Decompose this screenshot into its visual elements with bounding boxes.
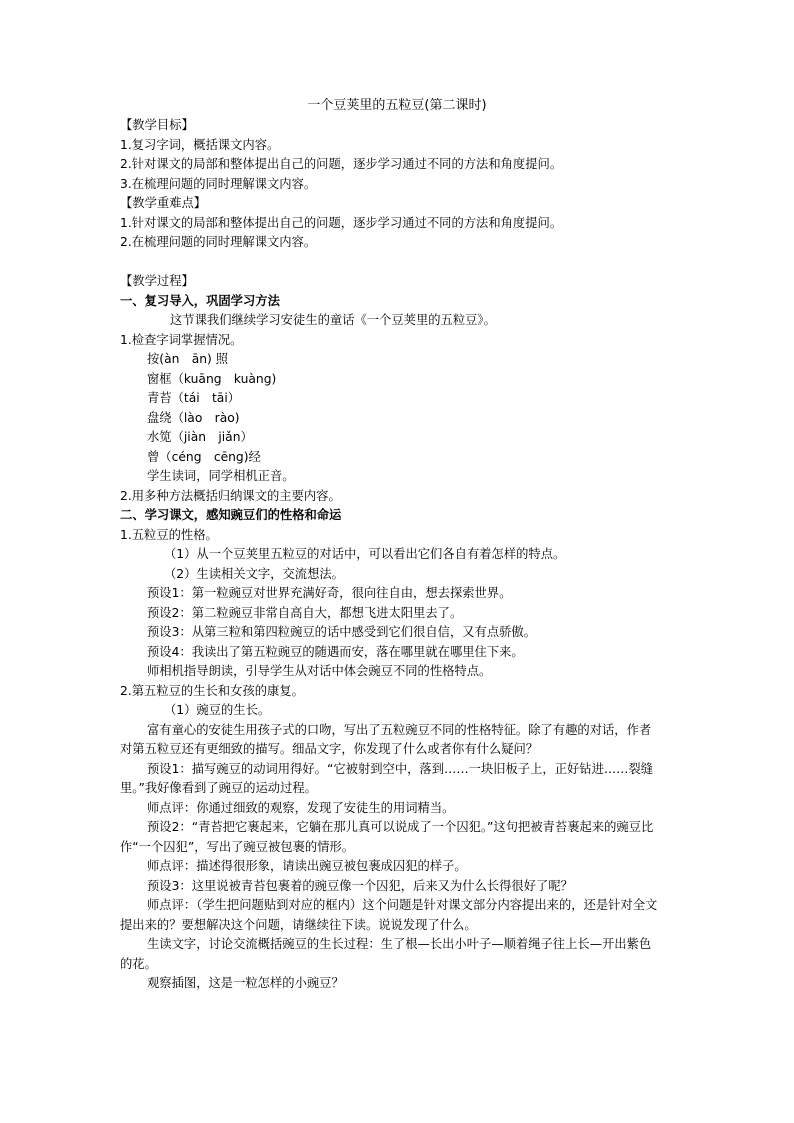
text-line: 预设4：我读出了第五粒豌豆的随遇而安，落在哪里就在哪里住下来。	[147, 644, 524, 659]
text-line: 盘绕（lào rào)	[147, 410, 240, 425]
text-line: 青苔（tái tāi）	[147, 391, 241, 405]
section-heading: 二、学习课文，感知豌豆们的性格和命运	[120, 508, 342, 522]
text-line: 师相机指导朗读，引导学生从对话中体会豌豆不同的性格特点。	[147, 664, 492, 678]
text-line: 1.复习字词，概括课文内容。	[120, 137, 280, 152]
text-line: （1）从一个豆荚里五粒豆的对话中，可以看出它们各自有着怎样的特点。	[164, 547, 566, 561]
text-line: 预设2：“青苔把它裹起来，它躺在那儿真可以说成了一个囚犯。”这句把被青苔裹起来的豌豆比作“一个囚犯”，写出了豌豆被包裹的情形。	[120, 820, 654, 854]
text-line: 师点评：你通过细致的观察，发现了安徒生的用词精当。	[147, 800, 455, 815]
text-line: 预设2：第二粒豌豆非常自高自大，都想飞进太阳里去了。	[147, 605, 463, 620]
text-line: 1.检查字词掌握情况。	[120, 332, 243, 347]
text-line: 【教学过程】	[120, 274, 194, 288]
text-line: 预设1：描写豌豆的动词用得好。“它被射到空中，落到……一块旧板子上，正好钻进……裂缝里。”我好像看到了豌豆的运动过程。	[120, 761, 654, 795]
text-line: 预设1：第一粒豌豆对世界充满好奇，很向往自由，想去探索世界。	[147, 586, 512, 600]
text-line: 曾（céng cēng)经	[147, 449, 261, 464]
text-line: 1.针对课文的局部和整体提出自己的问题，逐步学习通过不同的方法和角度提问。	[120, 215, 563, 230]
text-line: 【教学目标】	[120, 118, 194, 132]
text-line: 【教学重难点】	[120, 196, 207, 210]
text-line: 按(àn ān) 照	[147, 352, 229, 366]
text-line: 这节课我们继续学习安徒生的童话《一个豆荚里的五粒豆》。	[170, 313, 496, 327]
section-heading: 一、复习导入，巩固学习方法	[120, 293, 280, 308]
text-line: 学生读词，同学相机正音。	[147, 469, 295, 483]
text-line: 2.在梳理问题的同时理解课文内容。	[120, 235, 317, 249]
text-line: （1）豌豆的生长。	[164, 703, 271, 717]
text-line: 师点评：（学生把问题贴到对应的框内）这个问题是针对课文部分内容提出来的，还是针对全文提出来的？要想解决这个问题，请继续往下读。说说发现了什么。	[120, 898, 658, 932]
text-line: 2.针对课文的局部和整体提出自己的问题，逐步学习通过不同的方法和角度提问。	[120, 157, 563, 171]
page-title: 一个豆荚里的五粒豆(第二课时)	[307, 98, 487, 113]
text-line: 预设3：这里说被青苔包裹着的豌豆像一个囚犯，后来又为什么长得很好了呢？	[147, 878, 573, 893]
text-line: 2.第五粒豆的生长和女孩的康复。	[120, 683, 304, 698]
text-line: 师点评：描述得很形象，请读出豌豆被包裹成囚犯的样子。	[147, 859, 467, 873]
document-body	[120, 116, 660, 994]
text-line: 窗框（kuāng kuàng)	[147, 371, 277, 386]
text-line: 3.在梳理问题的同时理解课文内容。	[120, 176, 317, 191]
blank-line	[120, 253, 660, 273]
text-line: 观察插图，这是一粒怎样的小豌豆？	[147, 976, 344, 990]
text-line: 富有童心的安徒生用孩子式的口吻，写出了五粒豌豆不同的性格特征。除了有趣的对话，作者对第五粒豆还有更细致的描写。细品文字，你发现了什么或者你有什么疑问？	[120, 722, 652, 756]
text-line: 1.五粒豆的性格。	[120, 527, 218, 542]
text-line: （2）生读相关文字，交流想法。	[164, 566, 344, 581]
text-line: 预设3：从第三粒和第四粒豌豆的话中感受到它们很自信，又有点骄傲。	[147, 625, 537, 639]
text-line: 2.用多种方法概括归纳课文的主要内容。	[120, 488, 341, 503]
text-line: 水笕（jiàn jiǎn）	[147, 430, 253, 444]
text-line: 生读文字，讨论交流概括豌豆的生长过程：生了根—长出小叶子—顺着绳子往上长—开出紫色的花。	[120, 937, 652, 971]
